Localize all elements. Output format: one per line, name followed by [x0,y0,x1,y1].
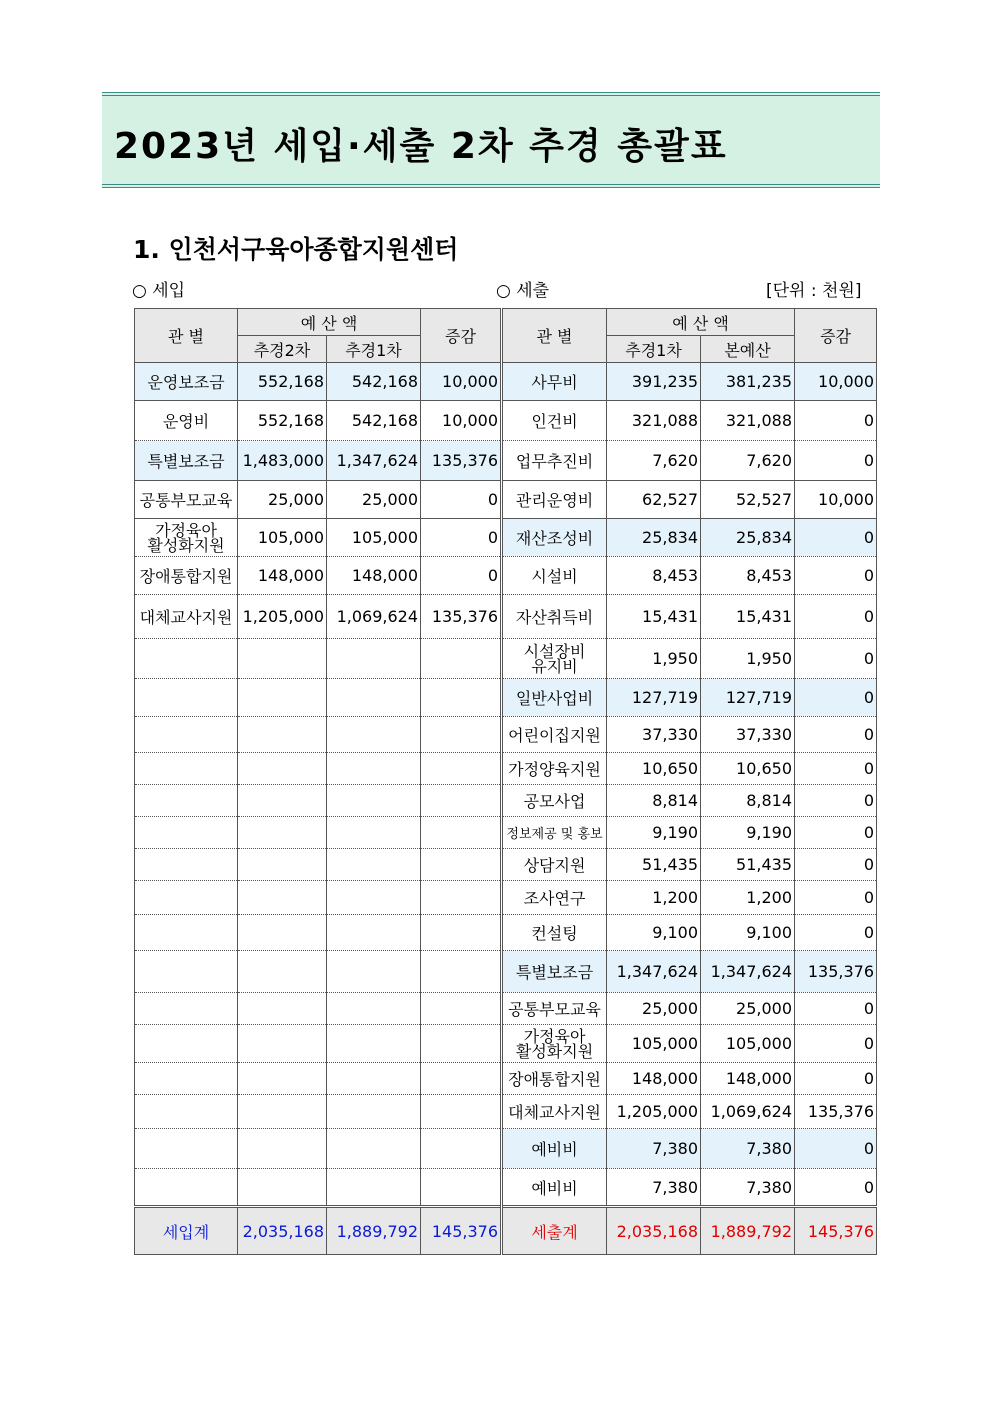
income-change [421,785,502,817]
section-title: 1. 인천서구육아종합지원센터 [133,235,459,264]
table-row [135,993,877,1025]
expense-value-1: 8,814 [607,785,701,817]
income-value-2 [327,1169,421,1207]
expense-value-2: 381,235 [701,363,795,401]
income-category: 운영비 [135,401,238,441]
page-title: 2023년 세입·세출 2차 추경 총괄표 [114,126,728,167]
expense-value-2: 148,000 [701,1063,795,1095]
income-value-2 [327,1129,421,1169]
income-category-header: 관 별 [135,309,238,363]
income-value-1: 552,168 [238,363,327,401]
income-value-2 [327,785,421,817]
table-row [135,519,877,557]
expense-category: 업무추진비 [502,441,607,481]
income-change [421,1169,502,1207]
table-row [135,881,877,915]
expense-value-2: 321,088 [701,401,795,441]
expense-value-2: 1,347,624 [701,951,795,993]
expense-category: 예비비 [502,1169,607,1207]
expense-change: 0 [795,1063,877,1095]
expense-value-2: 1,950 [701,639,795,679]
income-value-2 [327,951,421,993]
expense-value-2: 25,834 [701,519,795,557]
expense-change: 0 [795,915,877,951]
expense-change: 0 [795,679,877,717]
expense-category: 시설장비 유지비 [502,639,607,679]
table-row [135,481,877,519]
expense-category: 재산조성비 [502,519,607,557]
income-total-2: 1,889,792 [327,1207,421,1255]
expense-change: 0 [795,849,877,881]
expense-value-1: 391,235 [607,363,701,401]
income-value-1 [238,1095,327,1129]
income-value-2: 105,000 [327,519,421,557]
income-category: 공통부모교육 [135,481,238,519]
expense-value-1: 62,527 [607,481,701,519]
income-value-1 [238,1063,327,1095]
expense-value-2: 7,620 [701,441,795,481]
income-value-1: 148,000 [238,557,327,595]
expense-total-change: 145,376 [795,1207,877,1255]
income-value-1: 552,168 [238,401,327,441]
expense-budget-header: 예 산 액 [607,309,795,336]
expense-change: 10,000 [795,363,877,401]
income-value-2: 542,168 [327,363,421,401]
table-row [135,817,877,849]
income-change: 10,000 [421,401,502,441]
income-value-2 [327,717,421,753]
expense-value-1: 7,380 [607,1169,701,1207]
income-value-1 [238,849,327,881]
income-change [421,679,502,717]
income-change [421,639,502,679]
income-value-1: 25,000 [238,481,327,519]
income-category [135,915,238,951]
income-change: 10,000 [421,363,502,401]
table-row [135,717,877,753]
expense-value-1: 321,088 [607,401,701,441]
expense-category: 일반사업비 [502,679,607,717]
expense-value-1: 148,000 [607,1063,701,1095]
expense-change: 0 [795,401,877,441]
expense-total-label: 세출계 [502,1207,607,1255]
income-change [421,1025,502,1063]
income-value-2: 1,069,624 [327,595,421,639]
income-change [421,717,502,753]
income-change [421,1095,502,1129]
income-category [135,1095,238,1129]
expense-category: 가정육아 활성화지원 [502,1025,607,1063]
income-category: 특별보조금 [135,441,238,481]
income-category [135,849,238,881]
income-value-1 [238,817,327,849]
expense-change: 135,376 [795,951,877,993]
income-change [421,849,502,881]
income-change: 135,376 [421,441,502,481]
income-category [135,1169,238,1207]
expense-value-1: 1,205,000 [607,1095,701,1129]
income-change [421,915,502,951]
income-value-1: 105,000 [238,519,327,557]
income-category [135,881,238,915]
expense-value-2: 15,431 [701,595,795,639]
expense-category: 시설비 [502,557,607,595]
expense-category: 장애통합지원 [502,1063,607,1095]
expense-change: 0 [795,753,877,785]
expense-change: 0 [795,817,877,849]
table-row [135,557,877,595]
expense-value-1: 25,834 [607,519,701,557]
table-row [135,363,877,401]
table-row [135,679,877,717]
table-row [135,441,877,481]
expense-change: 0 [795,519,877,557]
expense-value-1: 9,190 [607,817,701,849]
income-category: 대체교사지원 [135,595,238,639]
income-value-2 [327,679,421,717]
income-value-1 [238,993,327,1025]
income-category [135,679,238,717]
table-row [135,1095,877,1129]
expense-change: 0 [795,717,877,753]
expense-category: 인건비 [502,401,607,441]
expense-category: 관리운영비 [502,481,607,519]
expense-category: 대체교사지원 [502,1095,607,1129]
income-change: 0 [421,519,502,557]
income-value-1 [238,785,327,817]
expense-value-2: 10,650 [701,753,795,785]
income-change [421,881,502,915]
table-row [135,753,877,785]
unit-label: [단위 : 천원] [766,281,862,301]
expense-value-1: 7,620 [607,441,701,481]
income-change [421,753,502,785]
income-value-1 [238,1129,327,1169]
income-category [135,817,238,849]
expense-value-2: 1,200 [701,881,795,915]
expense-value-1: 1,347,624 [607,951,701,993]
income-category [135,639,238,679]
income-value-1 [238,1025,327,1063]
income-total-1: 2,035,168 [238,1207,327,1255]
income-total-change: 145,376 [421,1207,502,1255]
income-category [135,1063,238,1095]
expense-value-2: 52,527 [701,481,795,519]
income-category [135,951,238,993]
income-category: 가정육아 활성화지원 [135,519,238,557]
expense-change: 0 [795,993,877,1025]
income-change [421,1063,502,1095]
expense-value-1: 10,650 [607,753,701,785]
expense-change: 0 [795,1169,877,1207]
income-change: 135,376 [421,595,502,639]
expense-category: 공모사업 [502,785,607,817]
income-value-2 [327,881,421,915]
expense-value-1: 37,330 [607,717,701,753]
income-value-1 [238,717,327,753]
expense-col1-header: 추경1차 [607,336,701,363]
expense-col2-header: 본예산 [701,336,795,363]
expense-value-2: 1,069,624 [701,1095,795,1129]
table-row [135,951,877,993]
income-value-1 [238,753,327,785]
budget-table [134,308,877,1255]
expense-value-2: 7,380 [701,1169,795,1207]
expense-value-1: 51,435 [607,849,701,881]
income-category [135,1025,238,1063]
income-change [421,817,502,849]
expense-value-1: 9,100 [607,915,701,951]
expense-value-2: 8,814 [701,785,795,817]
income-value-2 [327,817,421,849]
table-row [135,595,877,639]
income-value-1 [238,679,327,717]
expense-value-1: 1,200 [607,881,701,915]
expense-value-1: 8,453 [607,557,701,595]
expense-category: 컨설팅 [502,915,607,951]
table-row [135,1025,877,1063]
income-value-2 [327,753,421,785]
income-change [421,993,502,1025]
expense-value-2: 7,380 [701,1129,795,1169]
expense-change: 135,376 [795,1095,877,1129]
expense-value-1: 127,719 [607,679,701,717]
expense-value-2: 8,453 [701,557,795,595]
expense-category: 어린이집지원 [502,717,607,753]
expense-category: 자산취득비 [502,595,607,639]
expense-value-2: 105,000 [701,1025,795,1063]
income-change: 0 [421,557,502,595]
expense-change: 10,000 [795,481,877,519]
expense-value-2: 37,330 [701,717,795,753]
income-change [421,1129,502,1169]
expense-value-1: 105,000 [607,1025,701,1063]
income-total-label: 세입계 [135,1207,238,1255]
expense-category: 예비비 [502,1129,607,1169]
income-value-2: 1,347,624 [327,441,421,481]
income-value-2 [327,849,421,881]
expense-change: 0 [795,441,877,481]
income-value-2 [327,1095,421,1129]
expense-category: 정보제공 및 홍보 [502,817,607,849]
expense-change: 0 [795,595,877,639]
income-value-2: 148,000 [327,557,421,595]
expense-change: 0 [795,639,877,679]
income-value-1 [238,915,327,951]
table-row [135,1169,877,1207]
table-row [135,401,877,441]
income-value-1 [238,639,327,679]
expense-value-1: 25,000 [607,993,701,1025]
income-change-header: 증감 [421,309,502,363]
expense-value-2: 9,100 [701,915,795,951]
expense-change: 0 [795,881,877,915]
expense-category: 사무비 [502,363,607,401]
table-row [135,1063,877,1095]
title-banner [102,92,880,188]
income-value-2 [327,639,421,679]
expense-category: 공통부모교육 [502,993,607,1025]
income-col2-header: 추경1차 [327,336,421,363]
income-category [135,785,238,817]
income-col1-header: 추경2차 [238,336,327,363]
expense-value-2: 9,190 [701,817,795,849]
income-budget-header: 예 산 액 [238,309,421,336]
income-category [135,993,238,1025]
income-value-2 [327,1063,421,1095]
expense-change-header: 증감 [795,309,877,363]
expense-label: ○ 세출 [496,281,550,301]
income-value-2: 542,168 [327,401,421,441]
income-category: 운영보조금 [135,363,238,401]
income-value-2 [327,993,421,1025]
table-row [135,639,877,679]
expense-category: 특별보조금 [502,951,607,993]
expense-total-1: 2,035,168 [607,1207,701,1255]
expense-value-1: 1,950 [607,639,701,679]
expense-value-1: 7,380 [607,1129,701,1169]
expense-value-2: 25,000 [701,993,795,1025]
table-row [135,1129,877,1169]
expense-value-2: 127,719 [701,679,795,717]
income-value-2 [327,1025,421,1063]
income-category: 장애통합지원 [135,557,238,595]
income-value-1: 1,483,000 [238,441,327,481]
income-value-1 [238,881,327,915]
income-category [135,1129,238,1169]
income-category [135,753,238,785]
table-row [135,849,877,881]
expense-change: 0 [795,785,877,817]
expense-value-1: 15,431 [607,595,701,639]
total-row [135,1207,877,1255]
expense-category-header: 관 별 [502,309,607,363]
expense-value-2: 51,435 [701,849,795,881]
income-value-1 [238,1169,327,1207]
expense-total-2: 1,889,792 [701,1207,795,1255]
income-value-1 [238,951,327,993]
table-row [135,785,877,817]
expense-category: 가정양육지원 [502,753,607,785]
income-category [135,717,238,753]
expense-change: 0 [795,1025,877,1063]
income-label: ○ 세입 [132,281,186,301]
table-row [135,915,877,951]
income-value-2: 25,000 [327,481,421,519]
expense-category: 상담지원 [502,849,607,881]
income-value-2 [327,915,421,951]
expense-category: 조사연구 [502,881,607,915]
expense-change: 0 [795,557,877,595]
income-change [421,951,502,993]
income-value-1: 1,205,000 [238,595,327,639]
expense-change: 0 [795,1129,877,1169]
income-change: 0 [421,481,502,519]
